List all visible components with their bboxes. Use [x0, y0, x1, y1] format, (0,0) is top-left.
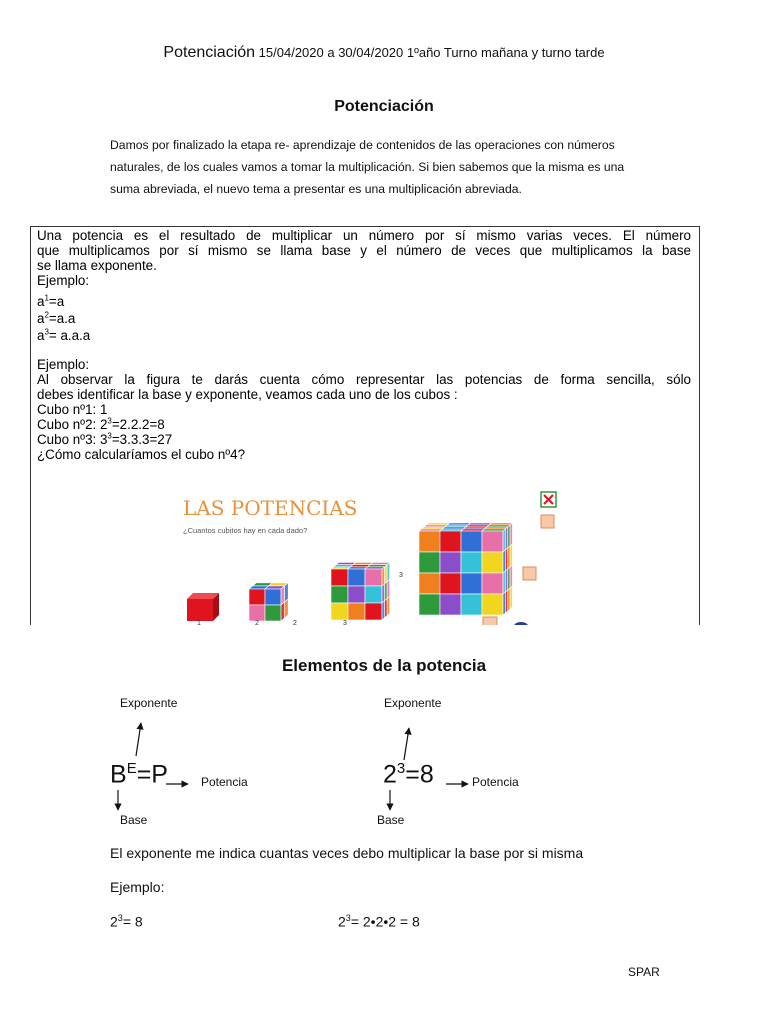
exponente-label-1: Exponente	[120, 696, 178, 710]
cubo-4-question: ¿Cómo calcularíamos el cubo nº4?	[37, 447, 246, 462]
example-a1: $a^1=a$	[37, 293, 65, 309]
example-a2: $a^2=a.a$	[37, 310, 76, 326]
formula-general: $B^E=P$	[110, 760, 168, 789]
example-right: $2^3=$ 2•2•2 = 8	[338, 913, 420, 930]
cube-label: 2	[255, 620, 259, 625]
cube-label: 1	[197, 620, 201, 625]
image-subtitle: ¿Cuantos cubitos hay en cada dado?	[183, 526, 308, 535]
scan-line: se llama exponente.	[37, 258, 157, 273]
scan-ejemplo: Ejemplo:	[37, 357, 90, 372]
base-label-2: Base	[377, 813, 405, 827]
elements-title: Elementos de la potencia	[281, 656, 487, 675]
intro-line: suma abreviada, el nuevo tema a presentar es una multiplicación abreviada.	[110, 182, 522, 196]
scan-line: Una potencia es el resultado de multiplicar un número por sí mismo varias veces. El número	[37, 228, 691, 243]
exponente-label-2: Exponente	[384, 696, 442, 710]
intro-line: naturales, de los cuales vamos a tomar la multiplicación. Si bien sabemos que la misma es una	[110, 160, 625, 174]
header-details: 15/04/2020 a 30/04/2020 1ºaño Turno mañana y turno tarde	[258, 45, 605, 60]
scan-obs-line: debes identificar la base y exponente, veamos cada uno de los cubos :	[37, 387, 458, 402]
scan-obs-line: Al observar la figura te darás cuenta cómo representar las potencias de forma sencilla, sólo	[37, 372, 691, 387]
example-a3: $a^3= a.a.a$	[37, 327, 91, 343]
cubo-1: Cubo nº1: 1	[37, 402, 108, 417]
intro-line: Damos por finalizado la etapa re- aprendizaje de contenidos de las operaciones con números	[110, 138, 615, 152]
page-title: Potenciación	[334, 98, 434, 115]
arrow-exponent-1	[136, 723, 141, 756]
image-title: LAS POTENCIAS	[183, 496, 358, 520]
cube-label: 3	[343, 620, 347, 625]
cube-label: 2	[293, 620, 297, 625]
example-left: $2^3= 8$	[110, 913, 143, 930]
footer-signature: SPAR	[628, 965, 660, 979]
scan-line: Ejemplo:	[37, 273, 90, 288]
arrow-exponent-2	[404, 728, 409, 760]
base-label-1: Base	[120, 813, 148, 827]
cubo-3: Cubo nº3: $3^3=3.3.3=27$	[37, 431, 173, 447]
cubo-2: Cubo nº2: $2^3=2.2.2=8$	[37, 416, 165, 432]
formula-example: $2^3=8$	[383, 760, 434, 789]
header-title: Potenciación	[163, 44, 256, 61]
ejemplo-label: Ejemplo:	[110, 879, 165, 895]
potencia-label-2: Potencia	[472, 775, 519, 789]
explanation-text: El exponente me indica cuantas veces debo multiplicar la base por si misma	[110, 845, 584, 861]
scan-line: que multiplicamos por sí mismo se llama base y el número de veces que multiplicamos la base	[37, 243, 691, 258]
cube-label: 3	[399, 572, 403, 579]
potencia-label-1: Potencia	[201, 775, 248, 789]
